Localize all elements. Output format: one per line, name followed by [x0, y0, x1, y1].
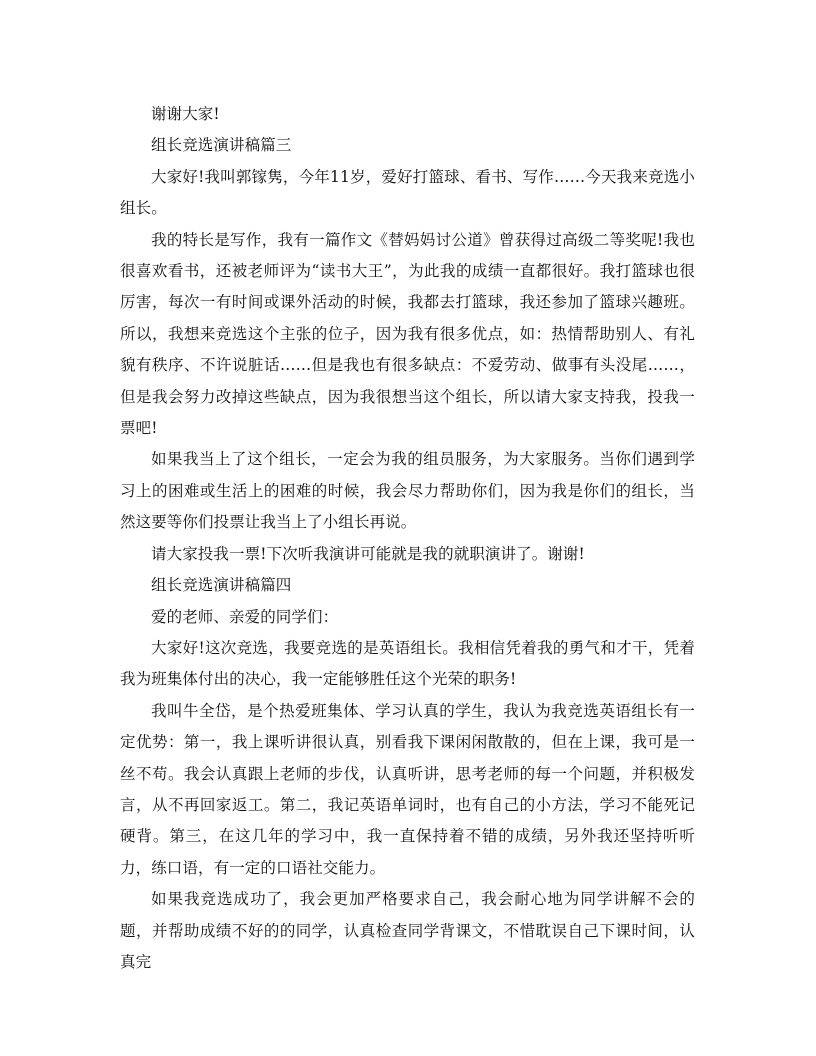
- document-body: [120, 99, 695, 978]
- paragraph: 大家好!这次竞选，我要竞选的是英语组长。我相信凭着我的勇气和才干，凭着我为班集体付出的决心，我一定能够胜任这个光荣的职务!: [120, 638, 695, 689]
- paragraph: 如果我竞选成功了，我会更加严格要求自己，我会耐心地为同学讲解不会的题，并帮助成绩不好的的同学，认真检查同学背课文，不惜耽误自己下课时间，认真完: [120, 890, 695, 971]
- paragraph: 大家好!我叫郭镓隽，今年11岁，爱好打篮球、看书、写作……今天我来竞选小组长。: [120, 167, 695, 218]
- paragraph: 我的特长是写作，我有一篇作文《替妈妈讨公道》曾获得过高级二等奖呢!我也很喜欢看书，还被老师评为“读书大王”，为此我的成绩一直都很好。我打篮球也很厉害，每次一有时间或课外活动的时候，我都去打篮球，我还参加了篮球兴趣班。所以，我想来竞选这个主张的位子，因为我有很多优点，如：热情帮助别人、有礼貌有秩序、不许说脏话……但是我也有很多缺点：不爱劳动、做事有头没尾……，但是我会努力改掉这些缺点，因为我很想当这个组长，所以请大家支持我，投我一票吧!: [120, 230, 695, 438]
- paragraph: 我叫牛全岱，是个热爱班集体、学习认真的学生，我认为我竞选英语组长有一定优势：第一，我上课听讲很认真，别看我下课闲闲散散的，但在上课，我可是一丝不苟。我会认真跟上老师的步伐，认真听讲，思考老师的每一个问题，并积极发言，从不再回家返工。第二，我记英语单词时，也有自己的小方法，学习不能死记硬背。第三，在这几年的学习中，我一直保持着不错的成绩，另外我还坚持听听力，练口语，有一定的口语社交能力。: [120, 701, 695, 877]
- section-heading-3: 组长竞选演讲稿篇三: [151, 136, 292, 155]
- paragraph: 如果我当上了这个组长，一定会为我的组员服务，为大家服务。当你们遇到学习上的困难或生活上的困难的时候，我会尽力帮助你们，因为我是你们的组长，当然这要等你们投票让我当上了小组长再说。: [120, 450, 695, 532]
- paragraph-thanks: 谢谢大家!: [151, 105, 220, 123]
- section-heading-4: 组长竞选演讲稿篇四: [151, 576, 292, 595]
- paragraph: 请大家投我一票!下次听我演讲可能就是我的就职演讲了。谢谢!: [151, 544, 585, 563]
- paragraph-salutation: 爱的老师、亲爱的同学们：: [151, 607, 339, 626]
